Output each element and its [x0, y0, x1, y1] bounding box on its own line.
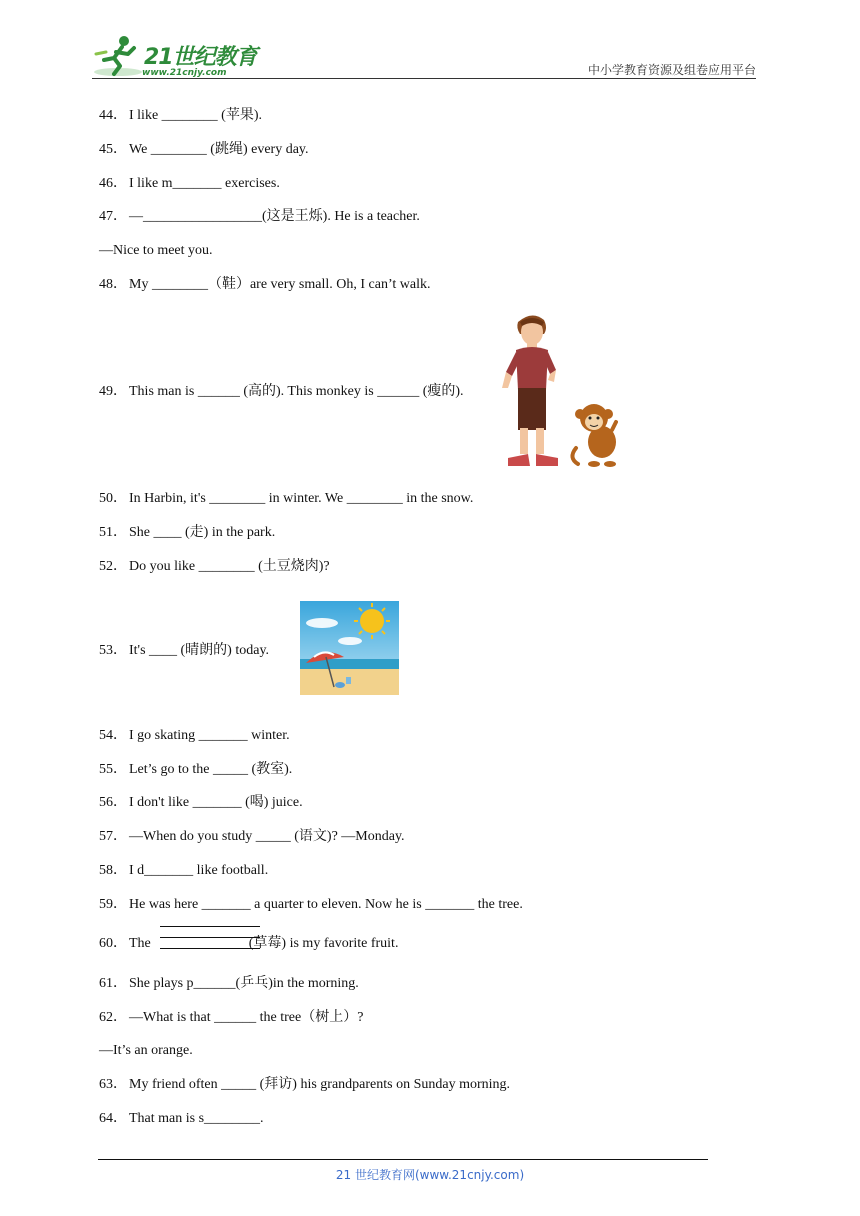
question-63 — [99, 1076, 510, 1094]
question-text: I d_______ like football. — [129, 863, 269, 878]
question-text: It's ____ (晴朗的) today. — [129, 643, 270, 658]
question-number: 51． — [99, 525, 127, 540]
question-number: 53． — [99, 643, 127, 658]
question-text: I like m_______ exercises. — [129, 176, 280, 191]
footer-text[interactable]: 21 世纪教育网(www.21cnjy.com) — [335, 1168, 525, 1182]
question-58 — [99, 862, 268, 880]
question-text: My ________（鞋）are very small. Oh, I can’t walk. — [129, 277, 431, 292]
question-number: 55． — [99, 762, 127, 777]
question-text: Do you like ________ (土豆烧肉)? — [129, 559, 330, 574]
question-number: 60． — [99, 936, 127, 951]
footer-divider — [98, 1159, 708, 1160]
question-49 — [99, 383, 464, 401]
question-52 — [99, 558, 330, 576]
question-number: 58． — [99, 863, 127, 878]
runner-logo-icon — [92, 34, 142, 78]
question-50 — [99, 490, 473, 508]
question-text: She plays p______(乒乓)in the morning. — [129, 976, 359, 991]
question-text: I go skating _______ winter. — [129, 728, 290, 743]
question-55 — [99, 761, 292, 779]
header-divider — [92, 78, 756, 79]
question-62-reply — [99, 1042, 193, 1060]
question-59 — [99, 896, 523, 914]
question-51 — [99, 524, 275, 542]
logo-url: www.21cnjy.com — [142, 68, 227, 78]
question-number: 64． — [99, 1111, 127, 1126]
logo-text: 21世纪教育 — [144, 45, 257, 70]
question-text: The (草莓) is my favorite fruit. — [129, 936, 399, 951]
question-number: 56． — [99, 795, 127, 810]
question-text: We ________ (跳绳) every day. — [129, 142, 309, 157]
man-and-monkey-illustration — [498, 308, 618, 472]
question-48 — [99, 276, 430, 294]
site-name: 中小学教育资源及组卷应用平台 — [587, 63, 756, 77]
question-text: She ____ (走) in the park. — [129, 525, 276, 540]
site-logo — [92, 34, 262, 78]
question-47-reply — [99, 242, 213, 260]
question-number: 44． — [99, 108, 127, 123]
question-46 — [99, 175, 280, 193]
question-text: In Harbin, it's ________ in winter. We ________ in the snow. — [129, 491, 474, 506]
question-47 — [99, 208, 420, 226]
question-60 — [99, 935, 398, 953]
question-61 — [99, 975, 359, 993]
question-number: 47． — [99, 209, 127, 224]
question-number: 50． — [99, 491, 127, 506]
question-text: —When do you study _____ (语文)? —Monday. — [129, 829, 405, 844]
question-text: This man is ______ (高的). This monkey is ______ (瘦的). — [129, 384, 464, 399]
question-44 — [99, 107, 262, 125]
question-number: 57． — [99, 829, 127, 844]
question-62 — [99, 1009, 363, 1027]
question-text: —_________________(这是王烁). He is a teacher. — [129, 209, 420, 224]
question-number: 49． — [99, 384, 127, 399]
sunny-beach-illustration — [300, 601, 399, 695]
question-number: 48． — [99, 277, 127, 292]
question-54 — [99, 727, 290, 745]
question-text: —Nice to meet you. — [99, 243, 213, 258]
question-53 — [99, 642, 269, 660]
question-text: I like ________ (苹果). — [129, 108, 262, 123]
question-text: Let’s go to the _____ (教室). — [129, 762, 293, 777]
question-57 — [99, 828, 405, 846]
question-number: 63． — [99, 1077, 127, 1092]
question-number: 61． — [99, 976, 127, 991]
question-56 — [99, 794, 303, 812]
page-header — [92, 30, 756, 80]
question-text: That man is s________. — [129, 1111, 264, 1126]
question-text: He was here _______ a quarter to eleven. Now he is _______ the tree. — [129, 897, 523, 912]
question-number: 45． — [99, 142, 127, 157]
question-number: 62． — [99, 1010, 127, 1025]
question-text: —What is that ______ the tree（树上）? — [129, 1010, 364, 1025]
question-number: 54． — [99, 728, 127, 743]
question-45 — [99, 141, 309, 159]
question-64 — [99, 1110, 264, 1128]
question-number: 46． — [99, 176, 127, 191]
question-text: My friend often _____ (拜访) his grandparents on Sunday morning. — [129, 1077, 511, 1092]
question-number: 52． — [99, 559, 127, 574]
question-text: —It’s an orange. — [99, 1043, 193, 1058]
question-text: I don't like _______ (喝) juice. — [129, 795, 303, 810]
question-number: 59． — [99, 897, 127, 912]
